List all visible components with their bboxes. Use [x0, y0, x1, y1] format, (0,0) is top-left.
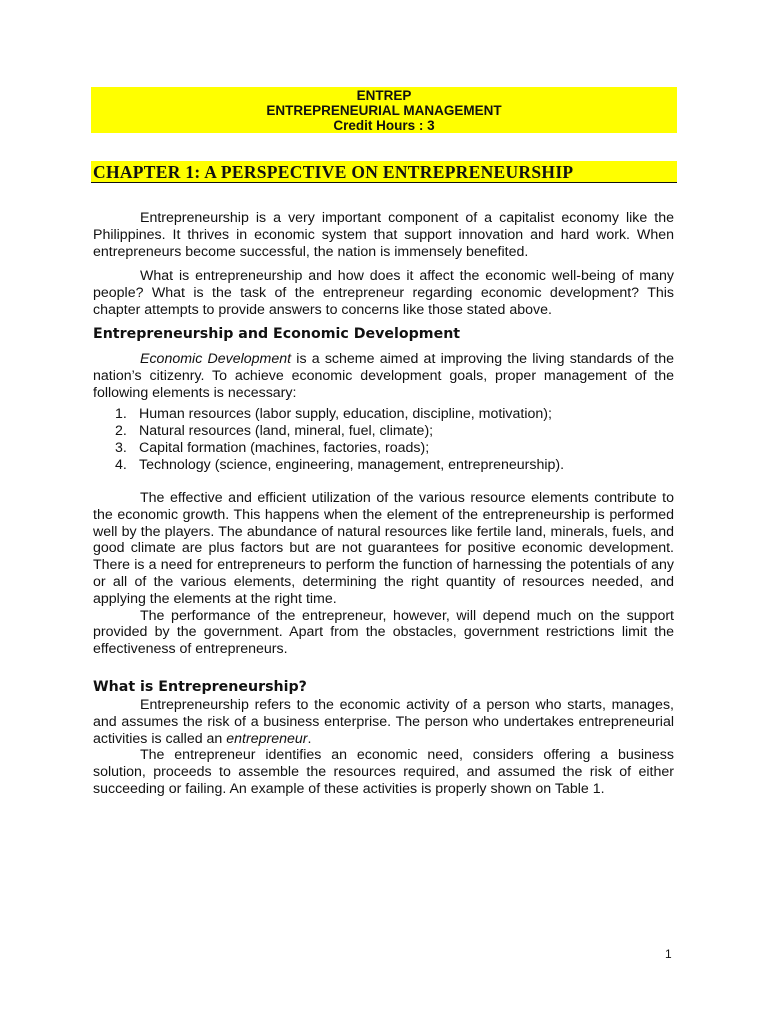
- course-header: [91, 87, 677, 133]
- list-number: 3.: [115, 440, 127, 456]
- resource-utilization-paragraph: The effective and efficient utilization of the various resource elements contribute to the economic growth. This happens when the element of the entrepreneurship is performed well by the players. The abundance of natural resources like fertile land, minerals, fuels, and good climate are plus factors but are not guarantees for positive economic development. There is a need for entrepreneurs to perform the function of harnessing the potentials of any or all of the various elements, determining the right quantity of resources needed, and applying the elements at the right time.: [93, 490, 674, 607]
- intro-paragraph-1: Entrepreneurship is a very important component of a capitalist economy like the Philippines. It thrives in economic system that support innovation and hard work. When entrepreneurs become successful, the nation is immensely benefited.: [93, 210, 674, 260]
- list-text: Human resources (labor supply, education, discipline, motivation);: [139, 406, 552, 422]
- resource-utilization-text: [93, 490, 674, 658]
- list-item: [115, 440, 675, 457]
- section-heading-economic-development: Entrepreneurship and Economic Development: [93, 326, 461, 342]
- list-item: [115, 406, 675, 423]
- definition-start: Entrepreneurship refers to the economic activity of a person who starts, manages, and assumes the risk of a business enterprise. The person who undertakes entrepreneurial activities is called an: [93, 697, 674, 747]
- list-number: 1.: [115, 406, 127, 422]
- list-text: Natural resources (land, mineral, fuel, climate);: [139, 423, 434, 439]
- economic-development-text: [93, 351, 674, 401]
- list-text: Capital formation (machines, factories, roads);: [139, 440, 430, 456]
- list-number: 4.: [115, 457, 127, 473]
- entrepreneur-activities-paragraph: The entrepreneur identifies an economic need, considers offering a business solution, proceeds to assemble the resources required, and assumed the risk of either succeeding or failing. An example of these activities is properly shown on Table 1.: [93, 747, 674, 797]
- page-number: 1: [665, 947, 672, 961]
- economic-development-definition: is a scheme aimed at improving the living standards of the nation’s citizenry. To achieve economic development goals, proper management of the following elements is necessary:: [93, 351, 675, 401]
- economic-development-term: Economic Development: [140, 351, 292, 367]
- definition-paragraph: [93, 697, 674, 747]
- list-number: 2.: [115, 423, 127, 439]
- list-item: [115, 423, 675, 440]
- section-heading-what-is-entrepreneurship: What is Entrepreneurship?: [93, 679, 307, 695]
- intro-paragraph-2: What is entrepreneurship and how does it affect the economic well-being of many people? What is the task of the entrepreneur regarding economic development? This chapter attempts to provide answers to concerns like those stated above.: [93, 268, 674, 318]
- economic-development-paragraph: [93, 351, 674, 401]
- what-is-entrepreneurship-text: [93, 697, 674, 798]
- list-text: Technology (science, engineering, management, entrepreneurship).: [139, 457, 565, 473]
- list-item: [115, 457, 675, 474]
- course-code: ENTREP: [356, 88, 412, 103]
- credit-hours: Credit Hours : 3: [333, 118, 435, 133]
- government-support-paragraph: The performance of the entrepreneur, however, will depend much on the support provided by the government. Apart from the obstacles, government restrictions limit the effectiveness of entrepreneurs.: [93, 607, 674, 658]
- resource-elements-list: [115, 406, 675, 474]
- entrepreneur-term: entrepreneur: [226, 730, 308, 747]
- course-title: ENTREPRENEURIAL MANAGEMENT: [266, 103, 502, 118]
- definition-end: .: [307, 730, 312, 747]
- intro-text: [93, 210, 674, 319]
- chapter-title: CHAPTER 1: A PERSPECTIVE ON ENTREPRENEURSHIP: [91, 161, 677, 183]
